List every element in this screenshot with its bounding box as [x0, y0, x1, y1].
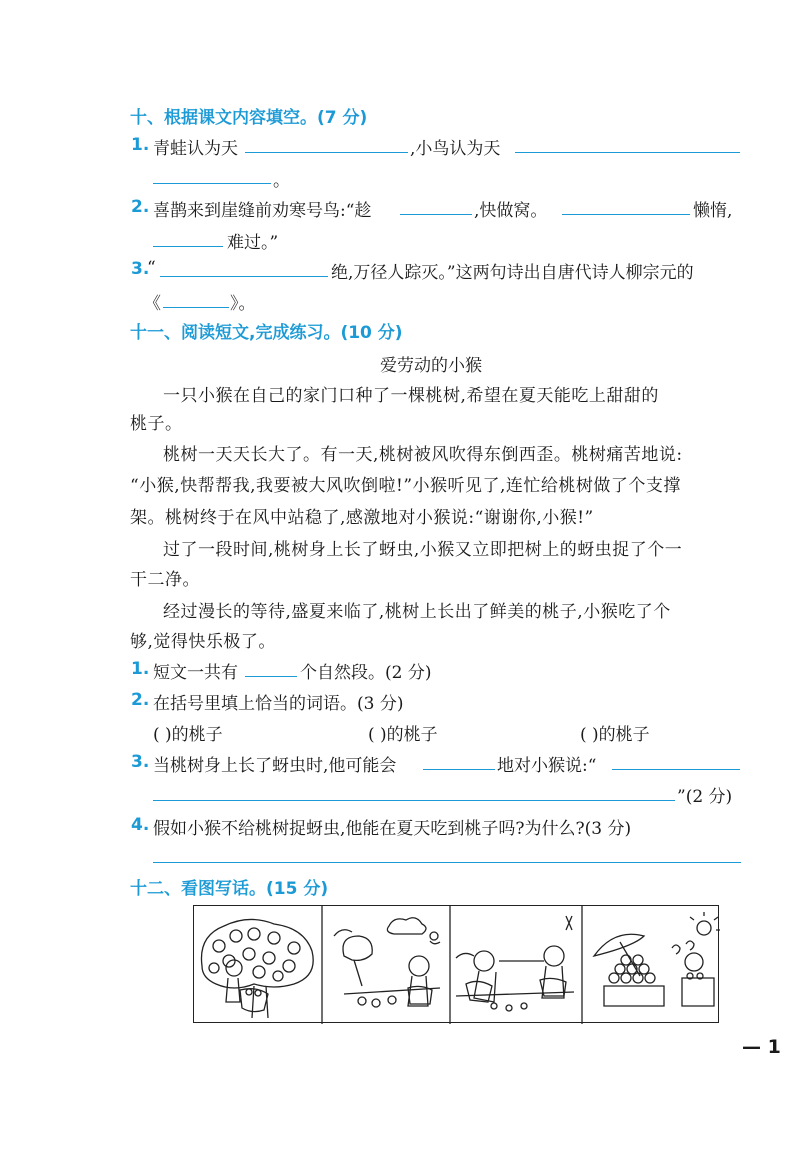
section-10-heading: 十、根据课文内容填空。(7 分) [130, 108, 368, 128]
passage-p2-line1: 桃树一天天长大了。有一天,桃树被风吹得东倒西歪。桃树痛苦地说: [163, 445, 683, 465]
q11-4-answer-line[interactable] [153, 862, 741, 863]
panel-3-two-monkeys [456, 916, 574, 1011]
q10-1-text-a: 青蛙认为天 [153, 139, 238, 159]
passage-p1-line2: 桃子。 [130, 414, 183, 434]
q11-1-blank[interactable] [245, 676, 297, 677]
passage-p4-line1: 经过漫长的等待,盛夏来临了,桃树上长出了鲜美的桃子,小猴吃了个 [163, 602, 671, 622]
q11-1-number: 1. [131, 659, 150, 679]
q11-2-blank-2[interactable]: ( )的桃子 [368, 725, 438, 745]
comic-drawing [194, 906, 720, 1024]
q11-4-number: 4. [131, 815, 150, 835]
q10-3-text-b: 绝,万径人踪灭。”这两句诗出自唐代诗人柳宗元的 [331, 263, 694, 283]
q10-2-blank-2[interactable] [562, 214, 690, 215]
picture-story-strip [193, 905, 719, 1023]
passage-p1-line1: 一只小猴在自己的家门口种了一棵桃树,希望在夏天能吃上甜甜的 [163, 386, 659, 406]
q10-2-text-a: 喜鹊来到崖缝前劝寒号鸟:“趁 [153, 201, 372, 221]
q11-2-blank-1[interactable]: ( )的桃子 [153, 725, 223, 745]
q10-1-blank-3[interactable] [153, 183, 271, 184]
q11-3-blank-3[interactable] [153, 800, 675, 801]
q10-2-blank-1[interactable] [400, 214, 472, 215]
panel-2-monkey-peaches [334, 918, 440, 1007]
passage-p3-line2: 干二净。 [130, 570, 200, 590]
q11-2-blank-3[interactable]: ( )的桃子 [580, 725, 650, 745]
section-11-heading: 十一、阅读短文,完成练习。(10 分) [130, 323, 403, 343]
q11-3-number: 3. [131, 752, 150, 772]
panel-1-tree-monkey [201, 919, 313, 1018]
q11-2-text: 在括号里填上恰当的词语。(3 分) [153, 694, 404, 714]
q10-3-blank-2[interactable] [163, 307, 229, 308]
q10-2-text-d: 难过。” [227, 233, 279, 253]
q11-3-text-a: 当桃树身上长了蚜虫时,他可能会 [153, 756, 397, 776]
q10-2-blank-3[interactable] [153, 246, 223, 247]
q11-1-text-a: 短文一共有 [153, 663, 238, 683]
q11-3-blank-2[interactable] [612, 769, 740, 770]
q10-3-number: 3. [131, 259, 150, 279]
passage-title: 爱劳动的小猴 [380, 356, 482, 376]
q10-1-blank-2[interactable] [515, 152, 740, 153]
q11-4-text: 假如小猴不给桃树捉蚜虫,他能在夏天吃到桃子吗?为什么?(3 分) [153, 819, 632, 839]
q11-2-number: 2. [131, 690, 150, 710]
q10-1-number: 1. [131, 135, 150, 155]
page-number: — 1 [742, 1036, 781, 1058]
q10-2-number: 2. [131, 197, 150, 217]
q11-3-text-b: 地对小猴说:“ [497, 756, 597, 776]
q10-3-blank-1[interactable] [160, 276, 328, 277]
passage-p2-line2: “小猴,快帮帮我,我要被大风吹倒啦!”小猴听见了,连忙给桃树做了个支撑 [130, 476, 681, 496]
q11-3-text-c: ”(2 分) [677, 787, 733, 807]
passage-p4-line2: 够,觉得快乐极了。 [130, 632, 276, 652]
passage-p2-line3: 架。桃树终于在风中站稳了,感激地对小猴说:“谢谢你,小猴!” [130, 508, 594, 528]
section-12-heading: 十二、看图写话。(15 分) [130, 879, 329, 899]
q10-1-text-c: 。 [273, 171, 290, 191]
q10-1-blank-1[interactable] [245, 152, 408, 153]
q10-3-text-d: 》。 [230, 294, 256, 314]
q11-1-text-b: 个自然段。(2 分) [300, 663, 432, 683]
q10-2-text-b: ,快做窝。 [474, 201, 548, 221]
q10-2-text-c: 懒惰, [693, 201, 733, 221]
passage-p3-line1: 过了一段时间,桃树身上长了蚜虫,小猴又立即把树上的蚜虫捉了个一 [163, 540, 683, 560]
q10-3-text-a: “ [147, 258, 156, 278]
q10-3-text-c: 《 [144, 294, 161, 314]
q10-1-text-b: ,小鸟认为天 [410, 139, 501, 159]
q11-3-blank-1[interactable] [423, 769, 495, 770]
panel-4-peach-stand [594, 912, 720, 1006]
